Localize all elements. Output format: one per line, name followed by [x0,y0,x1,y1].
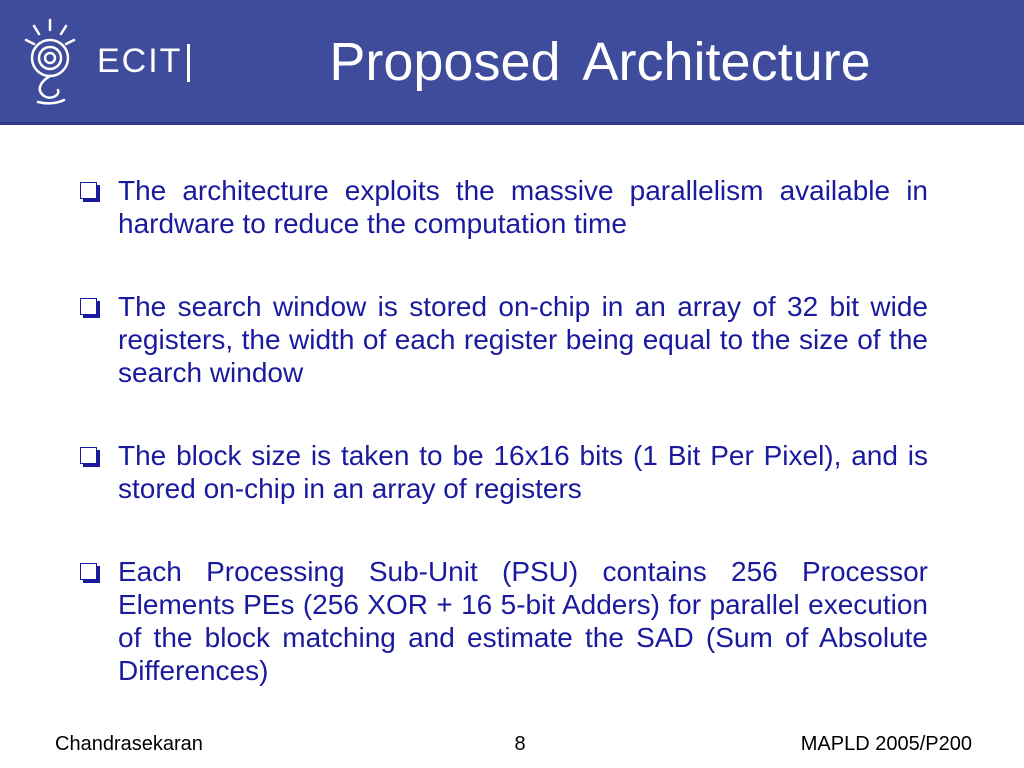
ecit-logo-icon [22,16,78,108]
footer-conference: MAPLD 2005/P200 [800,733,972,755]
footer-page-number: 8 [514,733,526,755]
bullet-item [78,555,928,687]
square-bullet-icon [80,298,97,315]
bullet-text: Each Processing Sub-Unit (PSU) contains 256 Processor Elements PEs (256 XOR + 16 5-bit Adders) for parallel execution of the block matching and estimate the SAD (Sum of Absolute Differences) [118,556,928,686]
square-bullet-icon [80,182,97,199]
slide-title: Proposed Architecture [329,32,871,92]
square-bullet-icon [80,563,97,580]
bullet-item [78,174,928,240]
footer [0,730,1024,760]
bullet-text: The search window is stored on-chip in an array of 32 bit wide registers, the width of each register being equal to the size of the search window [118,291,928,388]
logo-text: ECIT [97,42,183,80]
bullet-text: The architecture exploits the massive parallelism available in hardware to reduce the computation time [118,175,928,239]
square-bullet-icon [80,447,97,464]
header-banner [0,0,1024,125]
bullet-list [78,174,928,737]
bullet-item [78,439,928,505]
footer-author: Chandrasekaran [55,733,203,755]
bullet-item [78,290,928,389]
logo-divider [187,44,190,82]
bullet-text: The block size is taken to be 16x16 bits (1 Bit Per Pixel), and is stored on-chip in an array of registers [118,440,928,504]
